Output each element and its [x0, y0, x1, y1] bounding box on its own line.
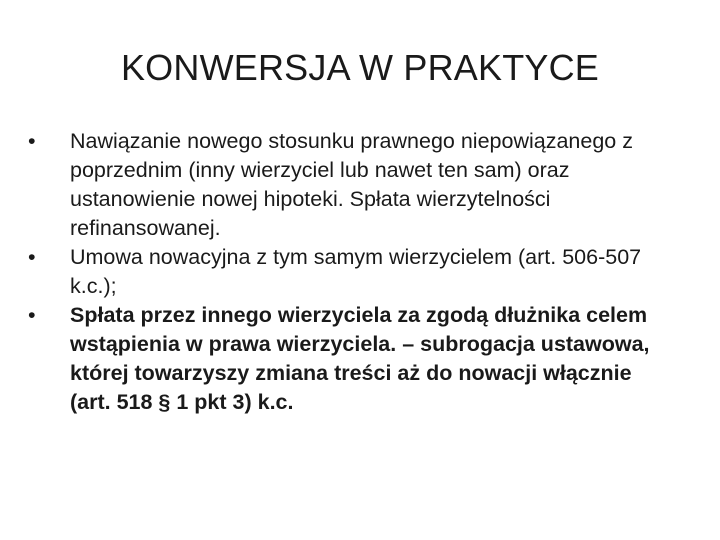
bullet-text: Nawiązanie nowego stosunku prawnego niepowiązanego z poprzednim (inny wierzyciel lub nawet ten sam) oraz ustanowienie nowej hipoteki. Spłata wierzytelności refinansowanej. [70, 129, 633, 240]
bullet-icon: • [28, 245, 36, 269]
bullet-list [28, 127, 678, 417]
bullet-item-3 [28, 301, 678, 417]
bullet-text: Umowa nowacyjna z tym samym wierzycielem (art. 506-507 k.c.); [70, 245, 642, 298]
bullet-item-1 [28, 127, 678, 243]
bullet-text: Spłata przez innego wierzyciela za zgodą dłużnika celem wstąpienia w prawa wierzyciela. – subrogacja ustawowa, której towarzyszy zmiana treści aż do nowacji włącznie (art. 518 § 1 pkt 3) k.c. [70, 303, 650, 414]
bullet-item-2 [28, 243, 678, 301]
slide-title: KONWERSJA W PRAKTYCE [120, 47, 600, 88]
bullet-icon: • [28, 129, 36, 153]
bullet-icon: • [28, 303, 36, 327]
